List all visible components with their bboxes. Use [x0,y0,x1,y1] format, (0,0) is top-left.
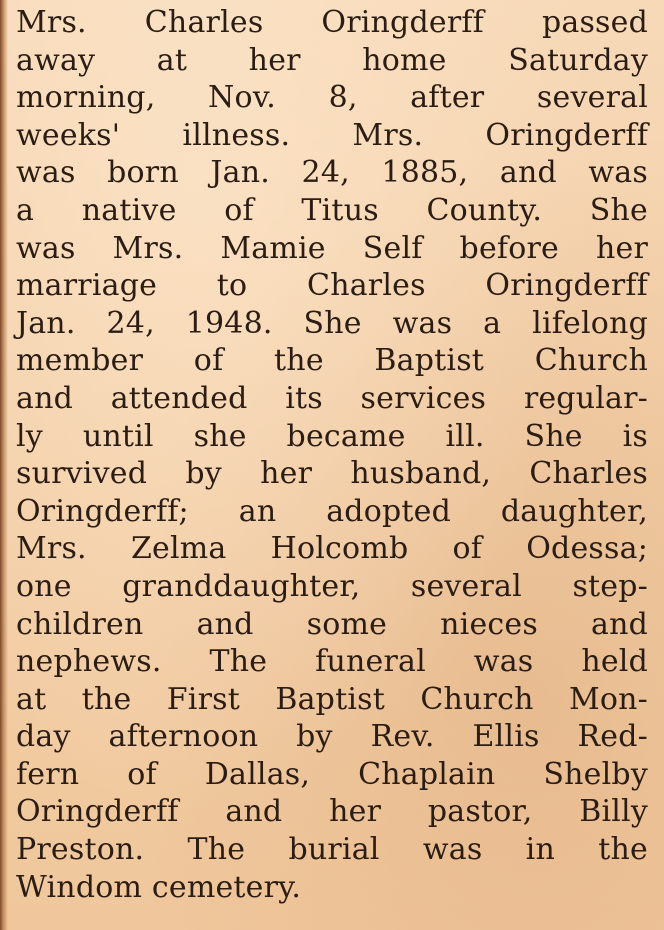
article-line: children and some nieces and [16,606,648,642]
article-line: fern of Dallas, Chaplain Shelby [16,756,648,792]
article-line: at the First Baptist Church Mon- [16,681,648,717]
next-article-cut-off [20,918,640,930]
article-line: member of the Baptist Church [16,343,648,379]
article-line: weeks' illness. Mrs. Oringderff [16,117,648,153]
article-line: Mrs. Charles Oringderff passed [16,5,648,40]
article-line: nephews. The funeral was held [16,644,648,680]
article-line: marriage to Charles Oringderff [16,268,648,304]
clipping-torn-edge [0,0,8,930]
article-line: a native of Titus County. She [16,192,648,228]
article-line: Jan. 24, 1948. She was a lifelong [16,305,648,341]
article-line: was born Jan. 24, 1885, and was [16,155,648,191]
article-line: and attended its services regular- [16,380,648,416]
article-line: one granddaughter, several step- [16,568,648,604]
article-line: away at her home Saturday [16,42,648,78]
article-line: day afternoon by Rev. Ellis Red- [16,719,648,755]
article-line: morning, Nov. 8, after several [16,80,648,116]
article-line: Oringderff; an adopted daughter, [16,493,648,529]
article-line: survived by her husband, Charles [16,456,648,492]
article-line: Mrs. Zelma Holcomb of Odessa; [16,531,648,567]
article-line: Oringderff and her pastor, Billy [16,794,648,830]
article-line: was Mrs. Mamie Self before her [16,230,648,266]
article-line-last: Windom cemetery. [16,869,302,905]
article-line: ly until she became ill. She is [16,418,648,454]
article-line: Preston. The burial was in the [16,832,648,868]
obituary-article [16,4,648,906]
